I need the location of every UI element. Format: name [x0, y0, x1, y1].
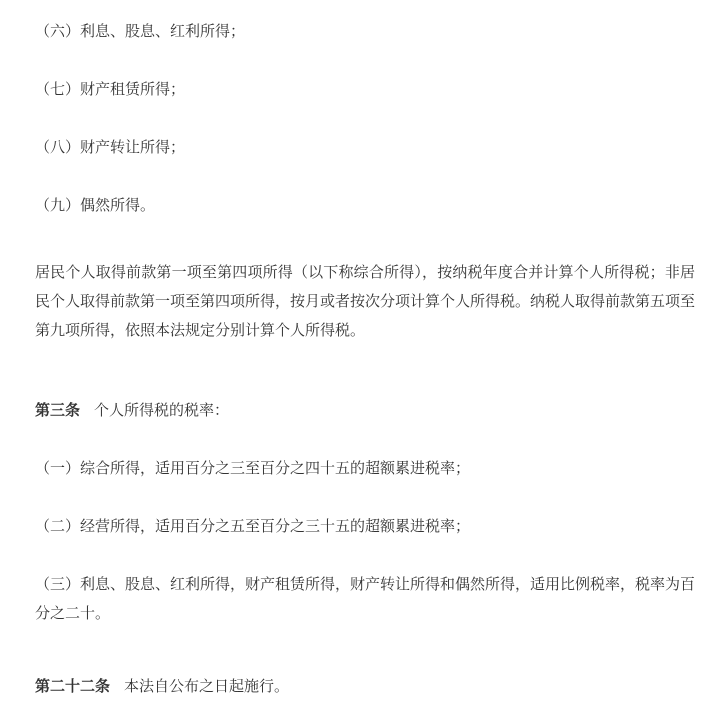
article-22-text: 本法自公布之日起施行。	[124, 677, 290, 695]
item-seven: （七）财产租赁所得；	[35, 80, 186, 98]
article-3-heading	[35, 396, 695, 425]
article-22-heading	[35, 672, 695, 701]
resident-paragraph: 居民个人取得前款第一项至第四项所得（以下称综合所得），按纳税年度合并计算个人所得税；非居民个人取得前款第一项至第四项所得，按月或者按次分项计算个人所得税。纳税人取得前款第五项至第九项所得，依照本法规定分别计算个人所得税。	[35, 263, 696, 339]
item-six: （六）利息、股息、红利所得；	[35, 22, 246, 40]
article-22-label: 第二十二条	[35, 677, 111, 695]
article-3-label: 第三条	[35, 401, 81, 419]
rate-item-three: （三）利息、股息、红利所得，财产租赁所得，财产转让所得和偶然所得，适用比例税率，税率为百分之二十。	[35, 575, 696, 622]
rate-item-two: （二）经营所得，适用百分之五至百分之三十五的超额累进税率；	[35, 517, 471, 535]
item-eight: （八）财产转让所得；	[35, 138, 186, 156]
item-nine: （九）偶然所得。	[35, 196, 156, 214]
article-3-text: 个人所得税的税率：	[94, 401, 230, 419]
rate-item-one: （一）综合所得，适用百分之三至百分之四十五的超额累进税率；	[35, 459, 471, 477]
